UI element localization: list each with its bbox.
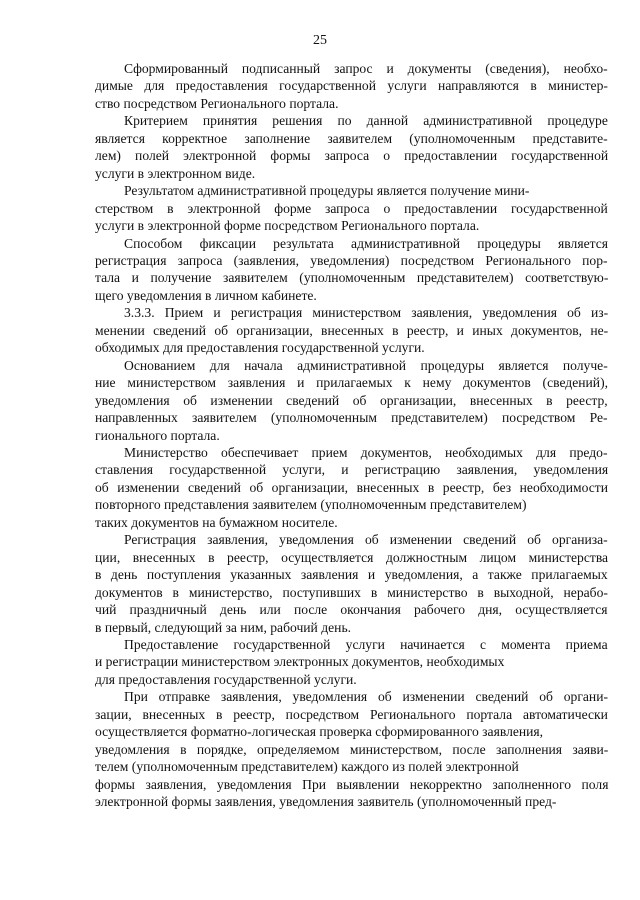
paragraph [95,531,608,636]
text-line: ставления государственной услуги, и регистрацию заявления, уведомления [95,462,609,478]
text-line: ние министерством заявления и прилагаемых к нему документов (сведений), [95,375,609,391]
text-line: гионального портала. [95,427,220,443]
page-number: 25 [313,33,327,48]
text-line: димые для предоставления государственной услуги направляются в министер- [95,78,608,94]
text-line: направленных заявителем (уполномоченным представителем) посредством Ре- [95,410,608,426]
text-line: регистрация запроса (заявления, уведомления) посредством Регионального пор- [95,252,608,268]
text-line: уведомления об изменении сведений об организации, внесенных в реестр, [95,392,608,408]
text-line: Способом фиксации результата административной процедуры является [124,235,609,251]
text-line: телем (уполномоченным представителем) каждого из полей электронной [95,759,519,775]
text-line: менении сведений об организации, внесенных в реестр, и иных документов, не- [95,322,609,338]
text-line: для предоставления государственной услуги. [95,671,357,687]
text-line: услуги в электронной форме посредством Регионального портала. [95,218,480,234]
paragraph [95,357,608,444]
paragraph [95,60,608,112]
text-line: тала и получение заявителем (уполномоченным представителем) соответствую- [95,270,609,286]
text-line: Регистрация заявления, уведомления об изменении сведений об организа- [124,532,608,548]
text-line: щего уведомления в личном кабинете. [95,287,317,303]
text-line: электронной формы заявления, уведомления заявитель (уполномоченный пред- [95,794,557,810]
paragraph [95,112,608,182]
text-line: обходимых для предоставления государственной услуги. [95,340,425,356]
text-line: зации, внесенных в реестр, посредством Регионального портала автоматически [95,706,608,722]
text-line: лем) полей электронной формы запроса о предоставлении государственной [95,148,609,164]
text-line: и регистрации министерством электронных документов, необходимых [95,654,505,670]
paragraph [95,182,608,234]
text-line: таких документов на бумажном носителе. [95,514,338,530]
text-line: Основанием для начала административной процедуры является получе- [124,357,608,373]
text-line: стерством в электронной форме запроса о предоставлении государственной [95,200,608,216]
document-body [95,60,608,810]
text-line: формы заявления, уведомления При выявлении некорректно заполненного поля [95,776,609,792]
text-line: Сформированный подписанный запрос и документы (сведения), необхо- [124,61,608,76]
text-line: уведомления в порядке, определяемом министерством, после заполнения заяви- [95,741,609,757]
text-line: Предоставление государственной услуги начинается с момента приема [124,636,608,652]
text-line: в первый, следующий за ним, рабочий день. [95,619,352,635]
paragraph [95,636,608,688]
text-line: об изменении сведений об организации, внесенных в реестр, без необходимости [95,479,609,495]
paragraph [95,688,608,810]
text-line: Министерство обеспечивает прием документов, необходимых для предо- [124,444,608,460]
text-line: Результатом административной процедуры является получение мини- [124,183,530,199]
text-line: чий праздничный день или после окончания рабочего дня, осуществляется [95,602,608,618]
text-line: При отправке заявления, уведомления об изменении сведений об органи- [124,689,609,705]
paragraph [95,444,608,531]
text-line: в день поступления указанных заявления и уведомления, а также прилагаемых [95,567,608,583]
paragraph [95,235,608,305]
text-line: осуществляется форматно-логическая проверка сформированного заявления, [95,724,544,740]
text-line: 3.3.3. Прием и регистрация министерством заявления, уведомления об из- [124,305,609,321]
text-line: повторного представления заявителем (уполномоченным представителем) [95,497,527,513]
text-line: ции, внесенных в реестр, осуществляется должностным лицом министерства [95,549,609,565]
paragraph [95,304,608,356]
text-line: Критерием принятия решения по данной административной процедуре [124,113,608,129]
text-line: документов в министерство, поступивших в министерство в выходной, нерабо- [95,584,608,600]
text-line: ство посредством Регионального портала. [95,95,339,111]
text-line: является корректное заполнение заявителем (уполномоченным представите- [95,130,608,146]
text-line: услуги в электронном виде. [95,165,256,181]
